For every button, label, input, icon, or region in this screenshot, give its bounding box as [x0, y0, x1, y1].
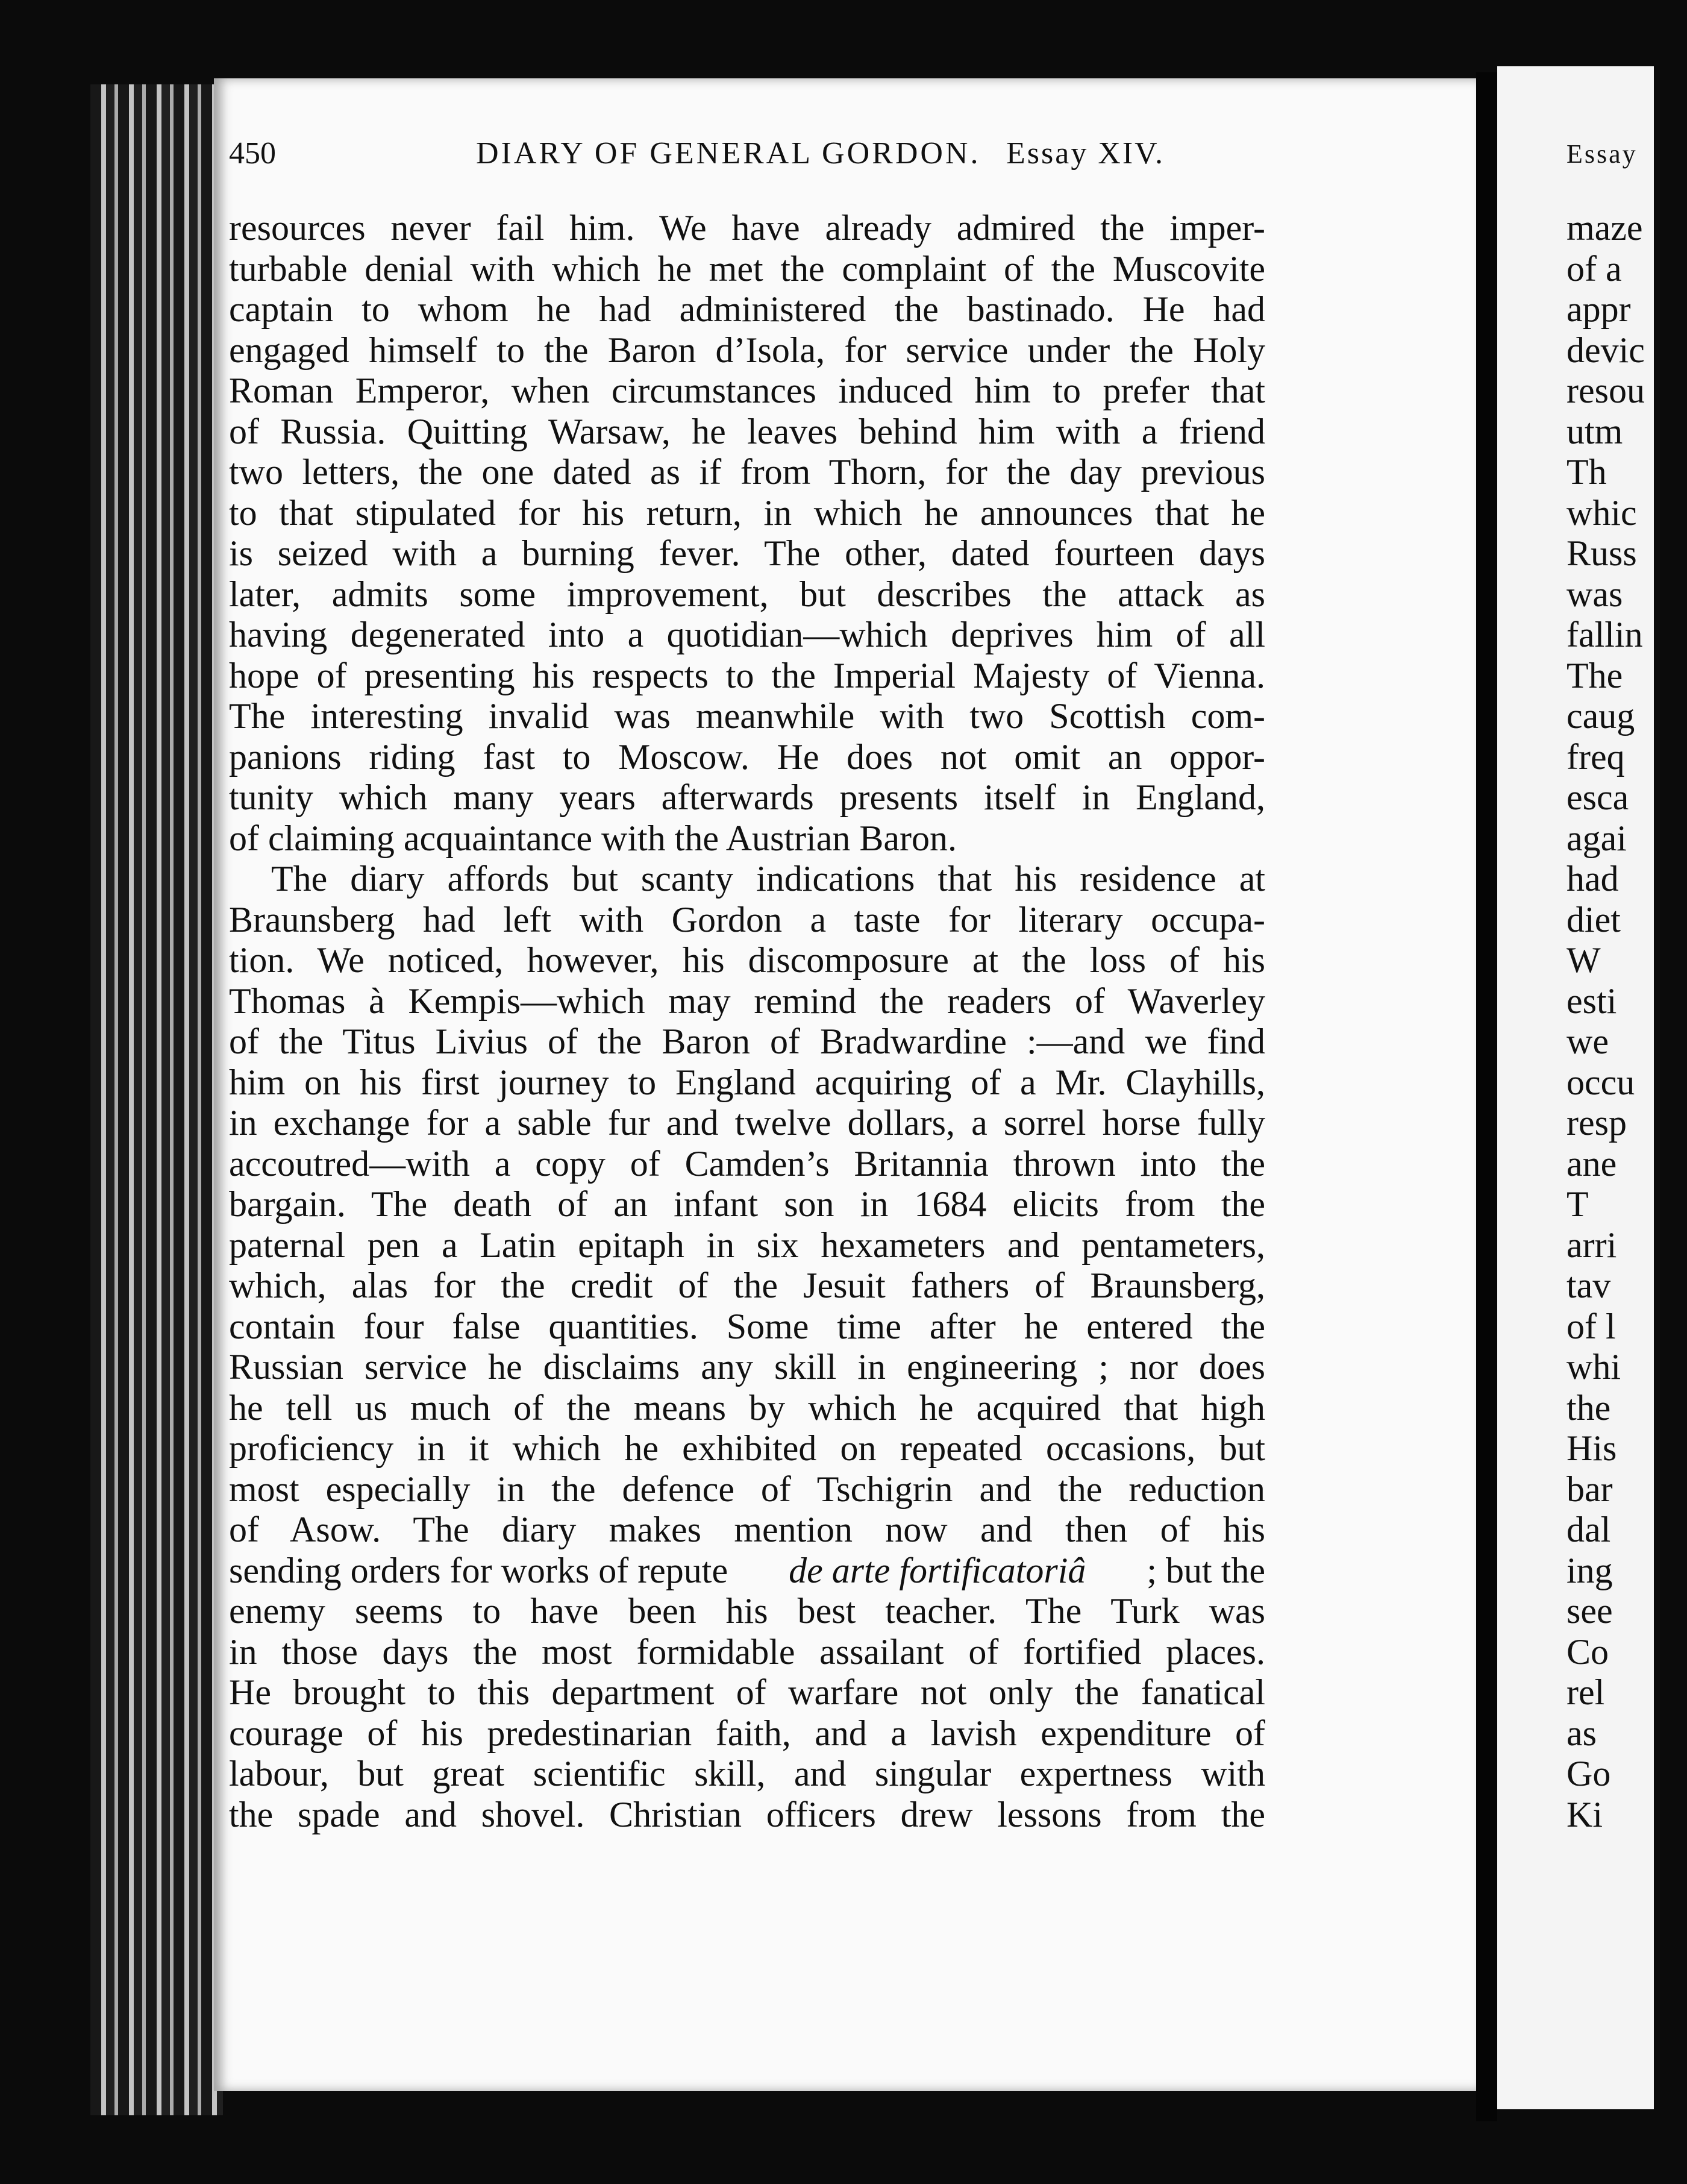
text-line: panions riding fast to Moscow. He does not omit an oppor- — [229, 736, 1265, 777]
text-line: courage of his predestinarian faith, and a lavish expenditure of — [229, 1713, 1265, 1753]
text-line: most especially in the defence of Tschigrin and the reduction — [229, 1469, 1265, 1509]
facing-page-line: agai — [1566, 818, 1627, 858]
facing-page-line: the — [1566, 1387, 1611, 1428]
facing-page-line: esca — [1566, 777, 1629, 817]
facing-page-line: fallin — [1566, 615, 1643, 654]
text-line: The interesting invalid was meanwhile with two Scottish com- — [229, 696, 1265, 736]
facing-page-line: Go — [1566, 1754, 1611, 1793]
facing-page-line: arri — [1566, 1225, 1617, 1265]
facing-page-line: T — [1566, 1184, 1589, 1224]
book-gutter — [1476, 72, 1497, 2121]
text-line: him on his first journey to England acquiring of a Mr. Clayhills, — [229, 1062, 1265, 1102]
facing-page-line: freq — [1566, 736, 1625, 777]
facing-page-line: bar — [1566, 1469, 1613, 1509]
facing-page-line: dal — [1566, 1510, 1611, 1549]
book-page-edges — [90, 84, 223, 2115]
facing-page-line: had — [1566, 859, 1619, 899]
text-line: is seized with a burning fever. The other, dated fourteen days — [229, 533, 1265, 573]
text-line: which, alas for the credit of the Jesuit fathers of Braunsberg, — [229, 1266, 1265, 1305]
text-line: resources never fail him. We have already admired the imper- — [229, 208, 1265, 248]
facing-page-line: of l — [1566, 1306, 1616, 1346]
text-line: of Asow. The diary makes mention now and then of his — [229, 1510, 1265, 1549]
facing-page-line: occu — [1566, 1062, 1635, 1102]
text-line: proficiency in it which he exhibited on repeated occasions, but — [229, 1428, 1265, 1468]
text-line: Roman Emperor, when circumstances induced him to prefer that — [229, 371, 1265, 410]
text-line: engaged himself to the Baron d’Isola, for service under the Holy — [229, 330, 1265, 370]
text-line: tion. We noticed, however, his discomposure at the loss of his — [229, 940, 1265, 980]
text-line: accoutred—with a copy of Camden’s Britannia thrown into the — [229, 1143, 1265, 1184]
text-line: Thomas à Kempis—which may remind the readers of Waverley — [229, 981, 1265, 1021]
facing-page-line: of a — [1566, 248, 1622, 289]
text-line: turbable denial with which he met the complaint of the Muscovite — [229, 248, 1265, 289]
facing-page-line: caug — [1566, 696, 1635, 736]
facing-page-line: Ki — [1566, 1794, 1603, 1834]
text-line: two letters, the one dated as if from Thorn, for the day previous — [229, 452, 1265, 492]
essay-label: Essay XIV. — [1006, 136, 1165, 171]
text-line: of the Titus Livius of the Baron of Bradwardine :—and we find — [229, 1021, 1265, 1061]
facing-page-line: His — [1566, 1428, 1617, 1468]
text-line: of Russia. Quitting Warsaw, he leaves behind him with a friend — [229, 411, 1265, 451]
facing-page-line: esti — [1566, 981, 1617, 1021]
facing-page-line: rel — [1566, 1672, 1605, 1712]
text-line: in those days the most formidable assailant of fortified places. — [229, 1631, 1265, 1672]
facing-page-line: resp — [1566, 1103, 1627, 1143]
text-line: to that stipulated for his return, in which he announces that he — [229, 492, 1265, 533]
facing-page-line: appr — [1566, 289, 1631, 329]
facing-page-line: see — [1566, 1591, 1613, 1631]
text-line: hope of presenting his respects to the Imperial Majesty of Vienna. — [229, 655, 1265, 695]
text-line: tunity which many years afterwards presents itself in England, — [229, 777, 1265, 817]
text-line: enemy seems to have been his best teacher. The Turk was — [229, 1591, 1265, 1631]
facing-page-line: W — [1566, 940, 1601, 980]
facing-page-line: devic — [1566, 330, 1645, 370]
facing-page-line: resou — [1566, 371, 1645, 410]
text-line: having degenerated into a quotidian—which deprives him of all — [229, 615, 1265, 654]
facing-page-line: utm — [1566, 411, 1623, 451]
page-number: 450 — [229, 136, 276, 171]
facing-page-line: Co — [1566, 1631, 1609, 1672]
facing-page-line: whic — [1566, 492, 1637, 533]
text-line: labour, but great scientific skill, and singular expertness with — [229, 1754, 1265, 1793]
facing-page-line: ing — [1566, 1550, 1613, 1590]
body-text — [229, 208, 1265, 1835]
facing-page-line: we — [1566, 1021, 1609, 1061]
facing-page-line: Russ — [1566, 533, 1637, 573]
facing-page-line: as — [1566, 1713, 1597, 1753]
text-line: captain to whom he had administered the bastinado. He had — [229, 289, 1265, 329]
text-fragment: ; but the — [1147, 1550, 1265, 1590]
facing-page-line: diet — [1566, 899, 1621, 940]
text-line: of claiming acquaintance with the Austrian Baron. — [229, 818, 957, 858]
facing-page-header: Essay — [1566, 139, 1638, 169]
text-line: bargain. The death of an infant son in 1684 elicits from the — [229, 1184, 1265, 1224]
facing-page-line: The — [1566, 655, 1623, 695]
facing-page-line: whi — [1566, 1347, 1621, 1387]
facing-page-line: was — [1566, 574, 1623, 614]
text-line: He brought to this department of warfare not only the fanatical — [229, 1672, 1265, 1712]
text-line: in exchange for a sable fur and twelve dollars, a sorrel horse fully — [229, 1103, 1265, 1143]
facing-page-line: maze — [1566, 208, 1643, 248]
text-line: contain four false quantities. Some time after he entered the — [229, 1306, 1265, 1346]
facing-page-line: ane — [1566, 1143, 1617, 1184]
text-line: the spade and shovel. Christian officers drew lessons from the — [229, 1794, 1265, 1834]
text-line: The diary affords but scanty indications that his residence at — [271, 859, 1265, 899]
facing-page-line: Th — [1566, 452, 1607, 492]
text-fragment: sending orders for works of repute — [229, 1550, 728, 1590]
text-line: later, admits some improvement, but describes the attack as — [229, 574, 1265, 614]
text-line-with-italic — [229, 1551, 1265, 1592]
italic-phrase: de arte fortificatoriâ — [789, 1550, 1086, 1590]
running-title: DIARY OF GENERAL GORDON. — [476, 136, 981, 171]
facing-page-text — [1566, 208, 1687, 1835]
text-line: Russian service he disclaims any skill in engineering ; nor does — [229, 1347, 1265, 1387]
text-line: he tell us much of the means by which he acquired that high — [229, 1387, 1265, 1428]
text-line: Braunsberg had left with Gordon a taste for literary occupa- — [229, 899, 1265, 940]
facing-page-line: tav — [1566, 1266, 1611, 1305]
text-line: paternal pen a Latin epitaph in six hexameters and pentameters, — [229, 1225, 1265, 1265]
